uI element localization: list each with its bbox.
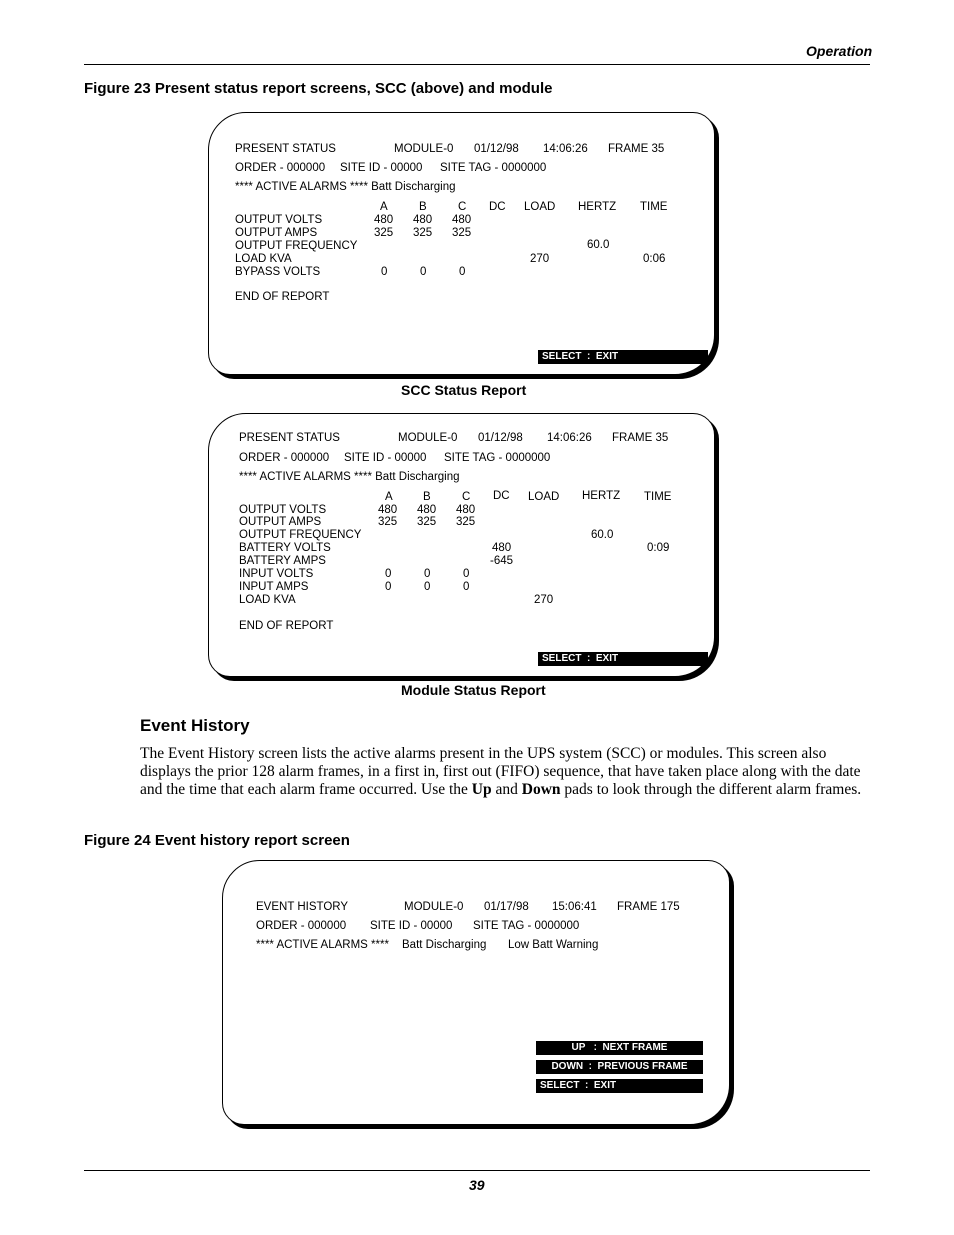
running-header: Operation [806,43,873,59]
module-cell: -645 [490,555,514,567]
scc-row-label: BYPASS VOLTS [235,266,321,278]
event-site-id: SITE ID - 00000 [370,920,453,932]
up-next-frame-button[interactable]: UP : NEXT FRAME [536,1041,703,1055]
event-site-tag: SITE TAG - 0000000 [473,920,580,932]
scc-select-exit-button[interactable]: SELECT : EXIT [538,350,708,364]
scc-cell: 480 [413,214,433,226]
module-cell: 0 [385,568,392,580]
module-row-label: INPUT VOLTS [239,568,314,580]
module-caption: Module Status Report [401,682,546,698]
scc-cell: 0 [381,266,388,278]
module-col-load: LOAD [528,491,560,503]
event-alarm-2: Low Batt Warning [508,939,599,951]
scc-cell: 0 [420,266,427,278]
module-row-label: LOAD KVA [239,594,296,606]
module-time: 14:06:26 [547,432,592,444]
scc-cell: 0 [459,266,466,278]
paragraph-text: The Event History screen lists the active alarms present in the UPS system (SCC) or modules. This screen also displays the prior 128 alarm frames, in a first in, first out (FIFO) sequence, that have taken place along with the date and the time that each alarm frame occurred. Use the [140,745,861,798]
module-row-label: OUTPUT FREQUENCY [239,529,362,541]
scc-site-id: SITE ID - 00000 [340,162,423,174]
scc-col-b: B [419,201,427,213]
page-number: 39 [469,1177,485,1193]
scc-cell: 480 [452,214,472,226]
scc-row-label: LOAD KVA [235,253,292,265]
module-frame: FRAME 35 [612,432,669,444]
module-col-c: C [462,491,471,503]
scc-col-load: LOAD [524,201,556,213]
module-alarms: **** ACTIVE ALARMS **** Batt Discharging [239,471,460,483]
module-row-label: INPUT AMPS [239,581,309,593]
module-cell: 480 [378,504,398,516]
module-col-a: A [385,491,393,503]
scc-caption: SCC Status Report [401,382,527,398]
paragraph-bold-up: Up [471,781,492,798]
section-paragraph [140,745,870,799]
scc-row-label: OUTPUT FREQUENCY [235,240,358,252]
header-rule [84,64,870,65]
paragraph-bold-down: Down [521,781,561,798]
scc-end-of-report: END OF REPORT [235,291,330,303]
scc-line1: PRESENT STATUS [235,143,336,155]
module-cell: 325 [417,516,437,528]
scc-time: 14:06:26 [543,143,588,155]
footer-rule [84,1170,870,1171]
scc-cell: 60.0 [587,239,610,251]
module-order: ORDER - 000000 [239,452,330,464]
module-col-time: TIME [644,491,672,503]
module-module: MODULE-0 [398,432,458,444]
paragraph-text: pads to look through the different alarm frames. [560,781,862,798]
scc-col-c: C [458,201,467,213]
scc-col-dc: DC [489,201,506,213]
module-cell: 480 [492,542,512,554]
module-col-hertz: HERTZ [582,490,621,502]
scc-col-hertz: HERTZ [578,201,617,213]
paragraph-text: and [491,781,522,798]
module-site-tag: SITE TAG - 0000000 [444,452,551,464]
module-row-label: OUTPUT VOLTS [239,504,327,516]
scc-cell: 270 [530,253,550,265]
select-exit-button[interactable]: SELECT : EXIT [536,1079,703,1093]
scc-cell: 0:06 [643,253,666,265]
event-alarm-1: Batt Discharging [402,939,487,951]
module-cell: 0 [385,581,392,593]
section-heading: Event History [140,716,250,735]
scc-alarms: **** ACTIVE ALARMS **** Batt Discharging [235,181,456,193]
module-row-label: BATTERY VOLTS [239,542,331,554]
module-end-of-report: END OF REPORT [239,620,334,632]
event-module: MODULE-0 [404,901,464,913]
down-previous-frame-button[interactable]: DOWN : PREVIOUS FRAME [536,1060,703,1074]
module-cell: 0 [463,581,470,593]
module-row-label: OUTPUT AMPS [239,516,322,528]
module-cell: 480 [456,504,476,516]
scc-cell: 325 [374,227,394,239]
scc-date: 01/12/98 [474,143,519,155]
scc-site-tag: SITE TAG - 0000000 [440,162,547,174]
module-col-b: B [423,491,431,503]
event-order: ORDER - 000000 [256,920,347,932]
event-date: 01/17/98 [484,901,529,913]
figure-24-title: Figure 24 Event history report screen [84,832,350,849]
scc-cell: 480 [374,214,394,226]
event-time: 15:06:41 [552,901,597,913]
scc-cell: 325 [452,227,472,239]
module-select-exit-button[interactable]: SELECT : EXIT [538,652,708,666]
module-site-id: SITE ID - 00000 [344,452,427,464]
module-cell: 0:09 [647,542,670,554]
scc-frame: FRAME 35 [608,143,665,155]
event-line1: EVENT HISTORY [256,901,349,913]
module-col-dc: DC [493,490,510,502]
scc-module: MODULE-0 [394,143,454,155]
scc-row-label: OUTPUT AMPS [235,227,318,239]
scc-row-label: OUTPUT VOLTS [235,214,323,226]
scc-order: ORDER - 000000 [235,162,326,174]
module-cell: 325 [456,516,476,528]
module-cell: 480 [417,504,437,516]
scc-cell: 325 [413,227,433,239]
module-date: 01/12/98 [478,432,523,444]
module-row-label: BATTERY AMPS [239,555,326,567]
module-cell: 0 [424,568,431,580]
event-frame: FRAME 175 [617,901,680,913]
module-cell: 0 [424,581,431,593]
module-line1: PRESENT STATUS [239,432,340,444]
module-cell: 60.0 [591,529,614,541]
module-cell: 0 [463,568,470,580]
module-cell: 270 [534,594,554,606]
scc-col-a: A [380,201,388,213]
module-cell: 325 [378,516,398,528]
scc-col-time: TIME [640,201,668,213]
event-alarms-label: **** ACTIVE ALARMS **** [256,939,389,951]
figure-23-title: Figure 23 Present status report screens, SCC (above) and module [84,80,553,97]
